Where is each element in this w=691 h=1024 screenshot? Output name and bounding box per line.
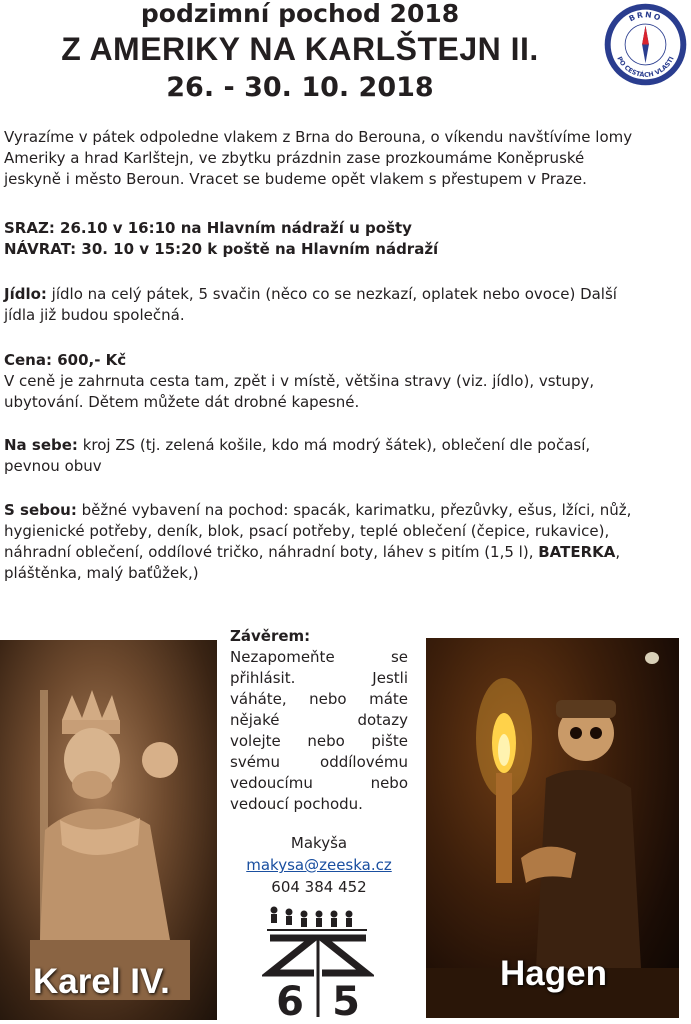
meeting-info (4, 218, 683, 260)
closing-line: volejte nebo pište (230, 732, 408, 750)
closing-note (230, 626, 408, 815)
food-text: jídla již budou společná. (4, 306, 185, 324)
food-paragraph (4, 284, 683, 326)
zs-logo-number-right: 5 (332, 979, 360, 1020)
clothing-label: Na sebe: (4, 436, 78, 454)
packing-highlight: BATERKA (538, 543, 616, 561)
food-label: Jídlo: (4, 285, 47, 303)
intro-line: jeskyně i město Beroun. Vracet se budeme opět vlakem s přestupem v Praze. (4, 170, 587, 188)
intro-paragraph (4, 127, 683, 190)
closing-line: Nezapomeňte se (230, 648, 408, 666)
closing-line: svému oddílovému (230, 753, 408, 771)
closing-line: váháte, nebo máte (230, 690, 408, 708)
clothing-text: pevnou obuv (4, 457, 102, 475)
event-subtitle: podzimní pochod 2018 (140, 0, 460, 28)
contact-phone: 604 384 452 (271, 878, 367, 896)
contact-name: Makyša (290, 834, 348, 852)
badge-bottom-text: PO CESTÁCH VLASTI (615, 55, 676, 79)
price-text: V ceně je zahrnuta cesta tam, zpět i v místě, většina stravy (viz. jídlo), vstupy, (4, 372, 595, 390)
price-text: ubytování. Dětem můžete dát drobné kapesné. (4, 393, 360, 411)
closing-heading: Závěrem: (230, 627, 311, 645)
closing-line: přihlásit. Jestli (230, 669, 408, 687)
event-title: Z AMERIKY NA KARLŠTEJN II. (61, 31, 539, 67)
intro-line: Vyrazíme v pátek odpoledne vlakem z Brna do Berouna, o víkendu navštívíme lomy (4, 128, 633, 146)
badge-top-text: BRNO (627, 10, 664, 24)
marching-figures-icon (267, 907, 367, 932)
closing-line: vedoucí pochodu. (230, 795, 363, 813)
meeting-time: SRAZ: 26.10 v 16:10 na Hlavním nádraží u pošty (4, 219, 412, 237)
zs65-logo (262, 905, 374, 1020)
price-label: Cena: 600,- Kč (4, 351, 127, 369)
closing-line: nějaké dotazy (230, 711, 408, 729)
clothing-paragraph (4, 435, 683, 477)
clothing-text: kroj ZS (tj. zelená košile, kdo má modrý šátek), oblečení dle počasí, (77, 436, 591, 454)
hagen-label: Hagen (500, 954, 607, 993)
packing-text: náhradní oblečení, oddílové tričko, náhradní boty, láhev s pitím (1,5 l), (4, 543, 539, 561)
packing-text: běžné vybavení na pochod: spacák, karimatku, přezůvky, ešus, lžíci, nůž, (76, 501, 632, 519)
event-dates: 26. - 30. 10. 2018 (166, 72, 434, 103)
intro-line: Ameriky a hrad Karlštejn, ve zbytku prázdnin zase prozkoumáme Koněpruské (4, 149, 585, 167)
packing-paragraph (4, 500, 683, 584)
packing-text: pláštěnka, malý baťůžek,) (4, 564, 199, 582)
food-text: jídlo na celý pátek, 5 svačin (něco co se nezkazí, oplatek nebo ovoce) Další (46, 285, 617, 303)
contact-block (230, 832, 408, 898)
packing-text: hygienické potřeby, deník, blok, psací potřeby, teplé oblečení (čepice, rukavice), (4, 522, 610, 540)
packing-label: S sebou: (4, 501, 77, 519)
price-paragraph (4, 350, 683, 413)
contact-email-link[interactable]: makysa@zeeska.cz (246, 856, 392, 874)
zs-logo-number-left: 6 (276, 979, 304, 1020)
closing-line: vedoucímu nebo (230, 774, 408, 792)
packing-text: , (615, 543, 621, 561)
karel-iv-label: Karel IV. (33, 962, 170, 1001)
return-time: NÁVRAT: 30. 10 v 15:20 k poště na Hlavním nádraží (4, 240, 439, 258)
brno-badge-logo (603, 2, 688, 87)
